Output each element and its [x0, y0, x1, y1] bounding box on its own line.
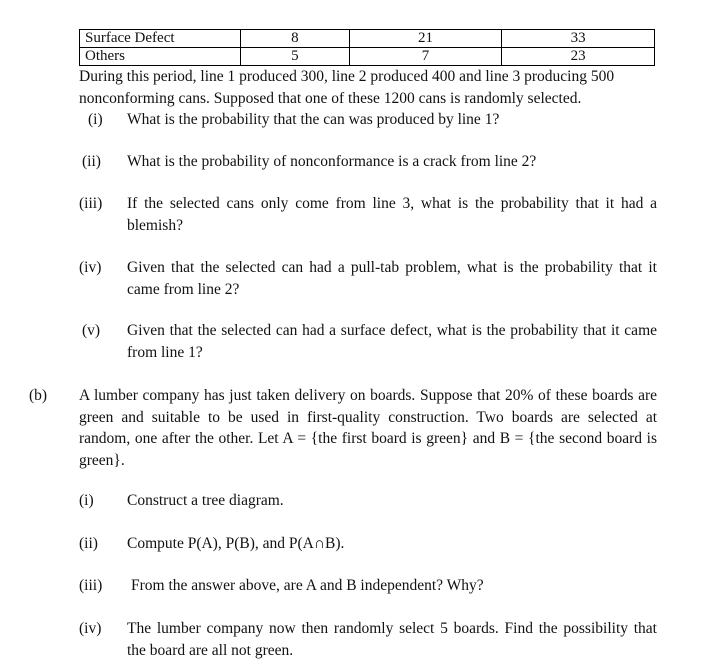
question-number: (i): [88, 111, 103, 128]
part-a-intro-line1: During this period, line 1 produced 300, line 2 produced 400 and line 3 producing 500: [79, 68, 615, 85]
cell-line2: 21: [349, 30, 502, 48]
question-text: If the selected cans only come from line 3, what is the probability that it had a blemish?: [127, 195, 657, 234]
table-row: [80, 30, 655, 48]
question-text: Given that the selected can had a pull-tab problem, what is the probability that it came from line 2?: [127, 259, 657, 298]
cell-line1: 8: [241, 30, 350, 48]
question-text: Compute P(A), P(B), and P(A∩B).: [127, 535, 345, 552]
question-number: (i): [79, 492, 94, 509]
question-text: From the answer above, are A and B independent? Why?: [131, 577, 484, 594]
cell-line1: 5: [241, 48, 350, 66]
part-b-label: (b): [29, 387, 48, 404]
table-row: [80, 48, 655, 66]
part-a-intro-line2: nonconforming cans. Supposed that one of these 1200 cans is randomly selected.: [79, 90, 582, 107]
row-label: Surface Defect: [80, 30, 241, 48]
question-text: What is the probability that the can was produced by line 1?: [127, 111, 500, 128]
question-text: What is the probability of nonconformance is a crack from line 2?: [127, 153, 537, 170]
defects-table: [79, 29, 655, 66]
question-number: (iii): [79, 195, 103, 212]
cell-line3: 33: [502, 30, 655, 48]
question-text: Construct a tree diagram.: [127, 492, 284, 509]
question-number: (ii): [79, 535, 98, 552]
row-label: Others: [80, 48, 241, 66]
question-text: The lumber company now then randomly select 5 boards. Find the possibility that the board are all not green.: [127, 620, 657, 659]
question-number: (v): [82, 322, 101, 339]
part-b-intro: A lumber company has just taken delivery on boards. Suppose that 20% of these boards are green and suitable to be used in first-quality construction. Two boards are selected at random, one after the other. Let A = {the first board is green} and B = {the second board is green}.: [79, 387, 657, 469]
question-number: (iii): [79, 577, 103, 594]
question-number: (iv): [79, 259, 102, 276]
cell-line3: 23: [502, 48, 655, 66]
question-number: (ii): [82, 153, 101, 170]
question-text: Given that the selected can had a surface defect, what is the probability that it came from line 1?: [127, 322, 657, 361]
question-number: (iv): [79, 620, 102, 637]
cell-line2: 7: [349, 48, 502, 66]
